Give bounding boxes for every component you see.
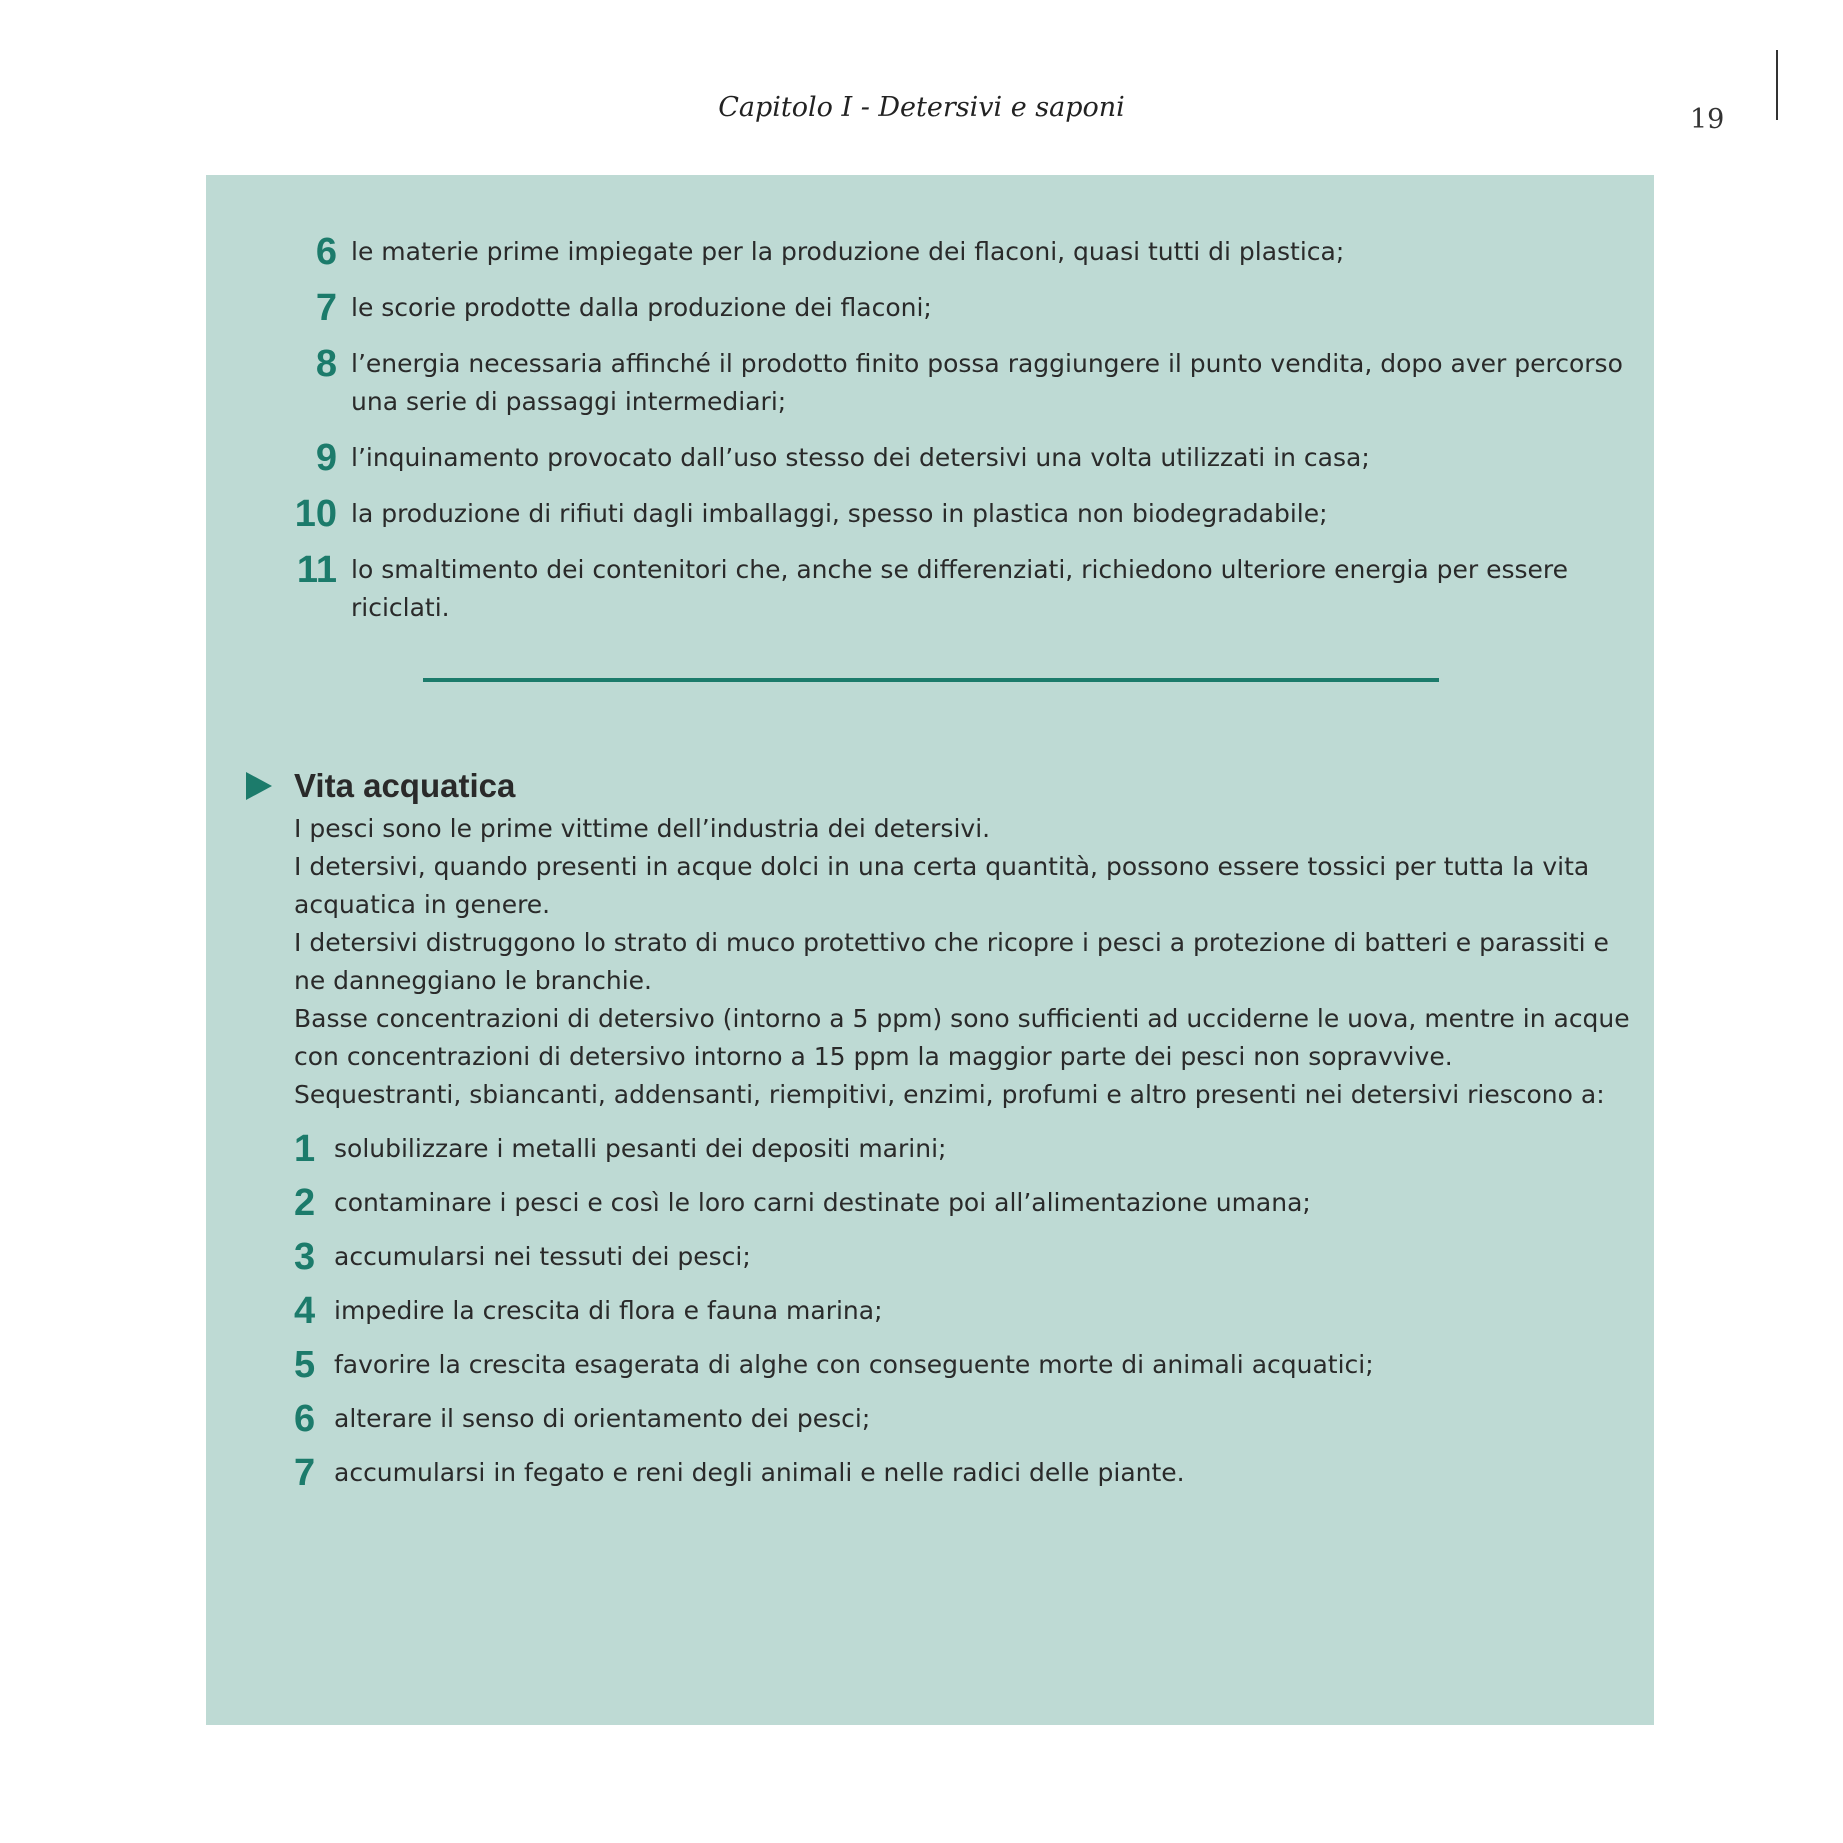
list-item (289, 439, 1629, 477)
list-item (294, 1400, 1634, 1438)
paragraph: I detersivi distruggono lo strato di muco protettivo che ricopre i pesci a protezione di batteri e parassiti e ne danneggiano le branchie. (294, 928, 1609, 995)
list-number: 6 (315, 231, 337, 273)
list-item (294, 1238, 1634, 1276)
list-number: 2 (294, 1182, 316, 1224)
list-text: solubilizzare i metalli pesanti dei depositi marini; (334, 1134, 947, 1163)
section-title: Vita acquatica (294, 767, 516, 804)
page-number: 19 (1690, 104, 1725, 135)
list-item (289, 551, 1629, 627)
list-text: alterare il senso di orientamento dei pesci; (334, 1404, 871, 1433)
effects-numbered-list (294, 1130, 1634, 1492)
list-item (294, 1346, 1634, 1384)
list-text: contaminare i pesci e così le loro carni destinate poi all’alimentazione umana; (334, 1188, 1311, 1217)
list-text: accumularsi nei tessuti dei pesci; (334, 1242, 751, 1271)
list-number: 1 (294, 1128, 316, 1170)
list-item (294, 1292, 1634, 1330)
list-number: 6 (294, 1398, 316, 1440)
list-item (294, 1454, 1634, 1492)
list-item (289, 233, 1629, 271)
running-header: Capitolo I - Detersivi e saponi (718, 92, 1125, 123)
list-number: 7 (294, 1452, 316, 1494)
list-text: accumularsi in fegato e reni degli animali e nelle radici delle piante. (334, 1458, 1185, 1487)
list-number: 3 (294, 1236, 316, 1278)
triangle-right-icon (246, 772, 272, 800)
page-edge-rule (1776, 50, 1778, 120)
list-text: impedire la crescita di flora e fauna marina; (334, 1296, 883, 1325)
section-divider (423, 678, 1439, 682)
list-item (294, 1130, 1634, 1168)
list-number: 8 (315, 343, 337, 385)
list-text: l’energia necessaria affinché il prodotto finito possa raggiungere il punto vendita, dopo aver percorso una serie di passaggi intermediari; (351, 349, 1623, 416)
list-number: 7 (315, 287, 337, 329)
list-text: le materie prime impiegate per la produzione dei flaconi, quasi tutti di plastica; (351, 237, 1345, 266)
section-heading (246, 762, 1636, 810)
list-text: favorire la crescita esagerata di alghe con conseguente morte di animali acquatici; (334, 1350, 1374, 1379)
list-item (289, 345, 1629, 421)
paragraph: Basse concentrazioni di detersivo (intorno a 5 ppm) sono sufficienti ad ucciderne le uova, mentre in acque con concentrazioni di detersivo intorno a 15 ppm la maggior parte dei pesci non sopravvive. (294, 1004, 1630, 1071)
list-number: 9 (315, 437, 337, 479)
list-text: lo smaltimento dei contenitori che, anche se differenziati, richiedono ulteriore energia per essere riciclati. (351, 555, 1569, 622)
paragraph: I detersivi, quando presenti in acque dolci in una certa quantità, possono essere tossici per tutta la vita acquatica in genere. (294, 852, 1590, 919)
list-item (289, 289, 1629, 327)
paragraph: I pesci sono le prime vittime dell’industria dei detersivi. (294, 814, 991, 843)
list-number: 5 (294, 1344, 316, 1386)
paragraph: Sequestranti, sbiancanti, addensanti, riempitivi, enzimi, profumi e altro presenti nei detersivi riescono a: (294, 1080, 1605, 1109)
list-item (289, 495, 1629, 533)
list-text: la produzione di rifiuti dagli imballaggi, spesso in plastica non biodegradabile; (351, 499, 1328, 528)
section-vita-acquatica (246, 762, 1636, 1508)
continued-numbered-list (289, 233, 1629, 645)
list-text: l’inquinamento provocato dall’uso stesso dei detersivi una volta utilizzati in casa; (351, 443, 1370, 472)
section-body (294, 810, 1634, 1114)
list-item (294, 1184, 1634, 1222)
list-number: 11 (296, 549, 337, 591)
list-number: 4 (294, 1290, 316, 1332)
list-number: 10 (294, 493, 337, 535)
list-text: le scorie prodotte dalla produzione dei flaconi; (351, 293, 932, 322)
